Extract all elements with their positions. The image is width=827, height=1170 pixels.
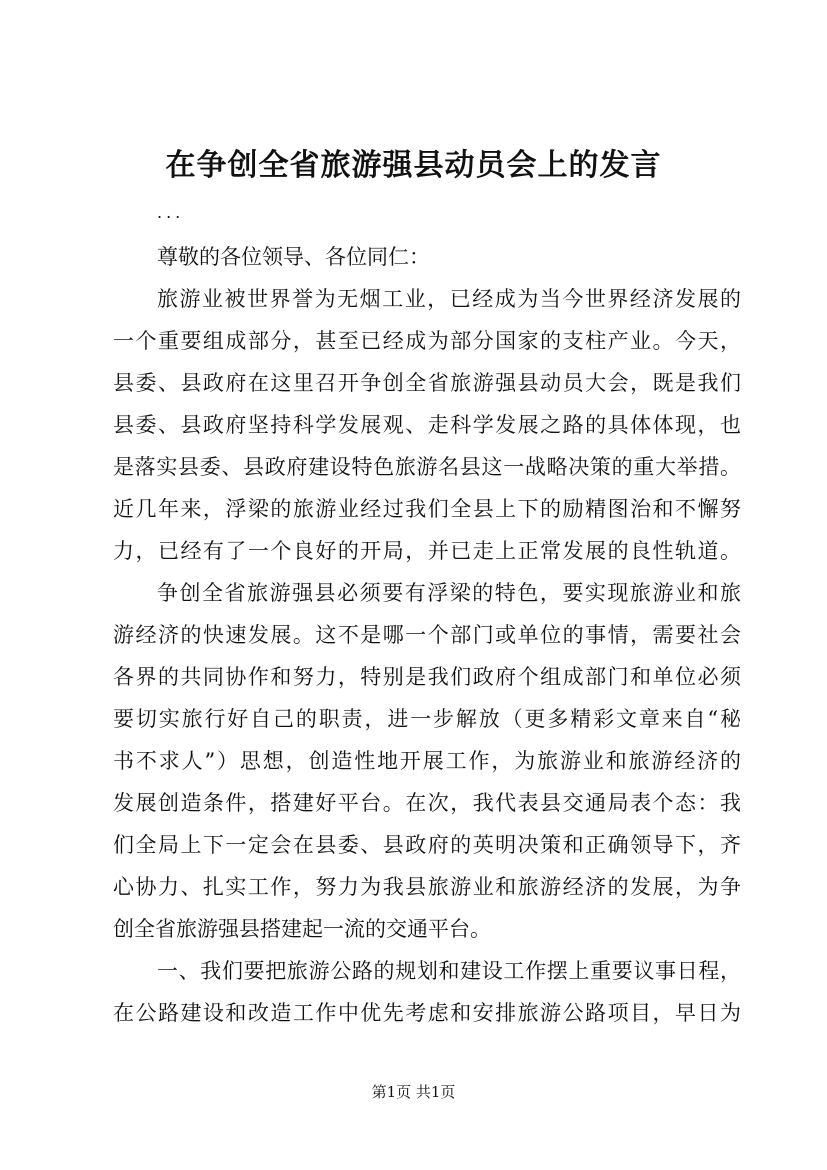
page-footer: 第1页 共1页 <box>371 1083 456 1101</box>
paragraph-line: 游经济的快速发展。这不是哪一个部门或单位的事情，需要社会 <box>113 623 741 647</box>
paragraph-line: 们全局上下一定会在县委、县政府的英明决策和正确领导下，齐 <box>113 833 741 857</box>
paragraph-line: 书不求人”）思想，创造性地开展工作，为旅游业和旅游经济的 <box>113 749 741 773</box>
paragraph-line: 力，已经有了一个良好的开局，并已走上正常发展的良性轨道。 <box>113 539 741 563</box>
paragraph-line: 一个重要组成部分，甚至已经成为部分国家的支柱产业。今天， <box>113 329 741 353</box>
paragraph-line: 各界的共同协作和努力，特别是我们政府个组成部门和单位必须 <box>113 665 741 689</box>
paragraph-line: 旅游业被世界誉为无烟工业，已经成为当今世界经济发展的 <box>157 287 741 311</box>
paragraph-line: 县委、县政府在这里召开争创全省旅游强县动员大会，既是我们 <box>113 371 741 395</box>
document-title: 在争创全省旅游强县动员会上的发言 <box>165 148 662 183</box>
paragraph-line: 是落实县委、县政府建设特色旅游名县这一战略决策的重大举措。 <box>113 455 741 479</box>
paragraph-line: 发展创造条件，搭建好平台。在次，我代表县交通局表个态：我 <box>113 791 741 815</box>
paragraph-line: 县委、县政府坚持科学发展观、走科学发展之路的具体体现，也 <box>113 413 741 437</box>
salutation-line: 尊敬的各位领导、各位同仁： <box>157 245 430 269</box>
paragraph-line: 争创全省旅游强县必须要有浮梁的特色，要实现旅游业和旅 <box>157 581 741 605</box>
paragraph-line: 一、我们要把旅游公路的规划和建设工作摆上重要议事日程， <box>157 959 741 983</box>
paragraph-line: 创全省旅游强县搭建起一流的交通平台。 <box>113 917 491 941</box>
paragraph-line: 要切实旅行好自己的职责，进一步解放（更多精彩文章来自“秘 <box>113 707 741 731</box>
paragraph-line: 心协力、扎实工作，努力为我县旅游业和旅游经济的发展，为争 <box>113 875 741 899</box>
paragraph-line: 近几年来，浮梁的旅游业经过我们全县上下的励精图治和不懈努 <box>113 497 741 521</box>
ellipsis-mark: ... <box>157 203 185 222</box>
paragraph-line: 在公路建设和改造工作中优先考虑和安排旅游公路项目，早日为 <box>113 1001 741 1025</box>
